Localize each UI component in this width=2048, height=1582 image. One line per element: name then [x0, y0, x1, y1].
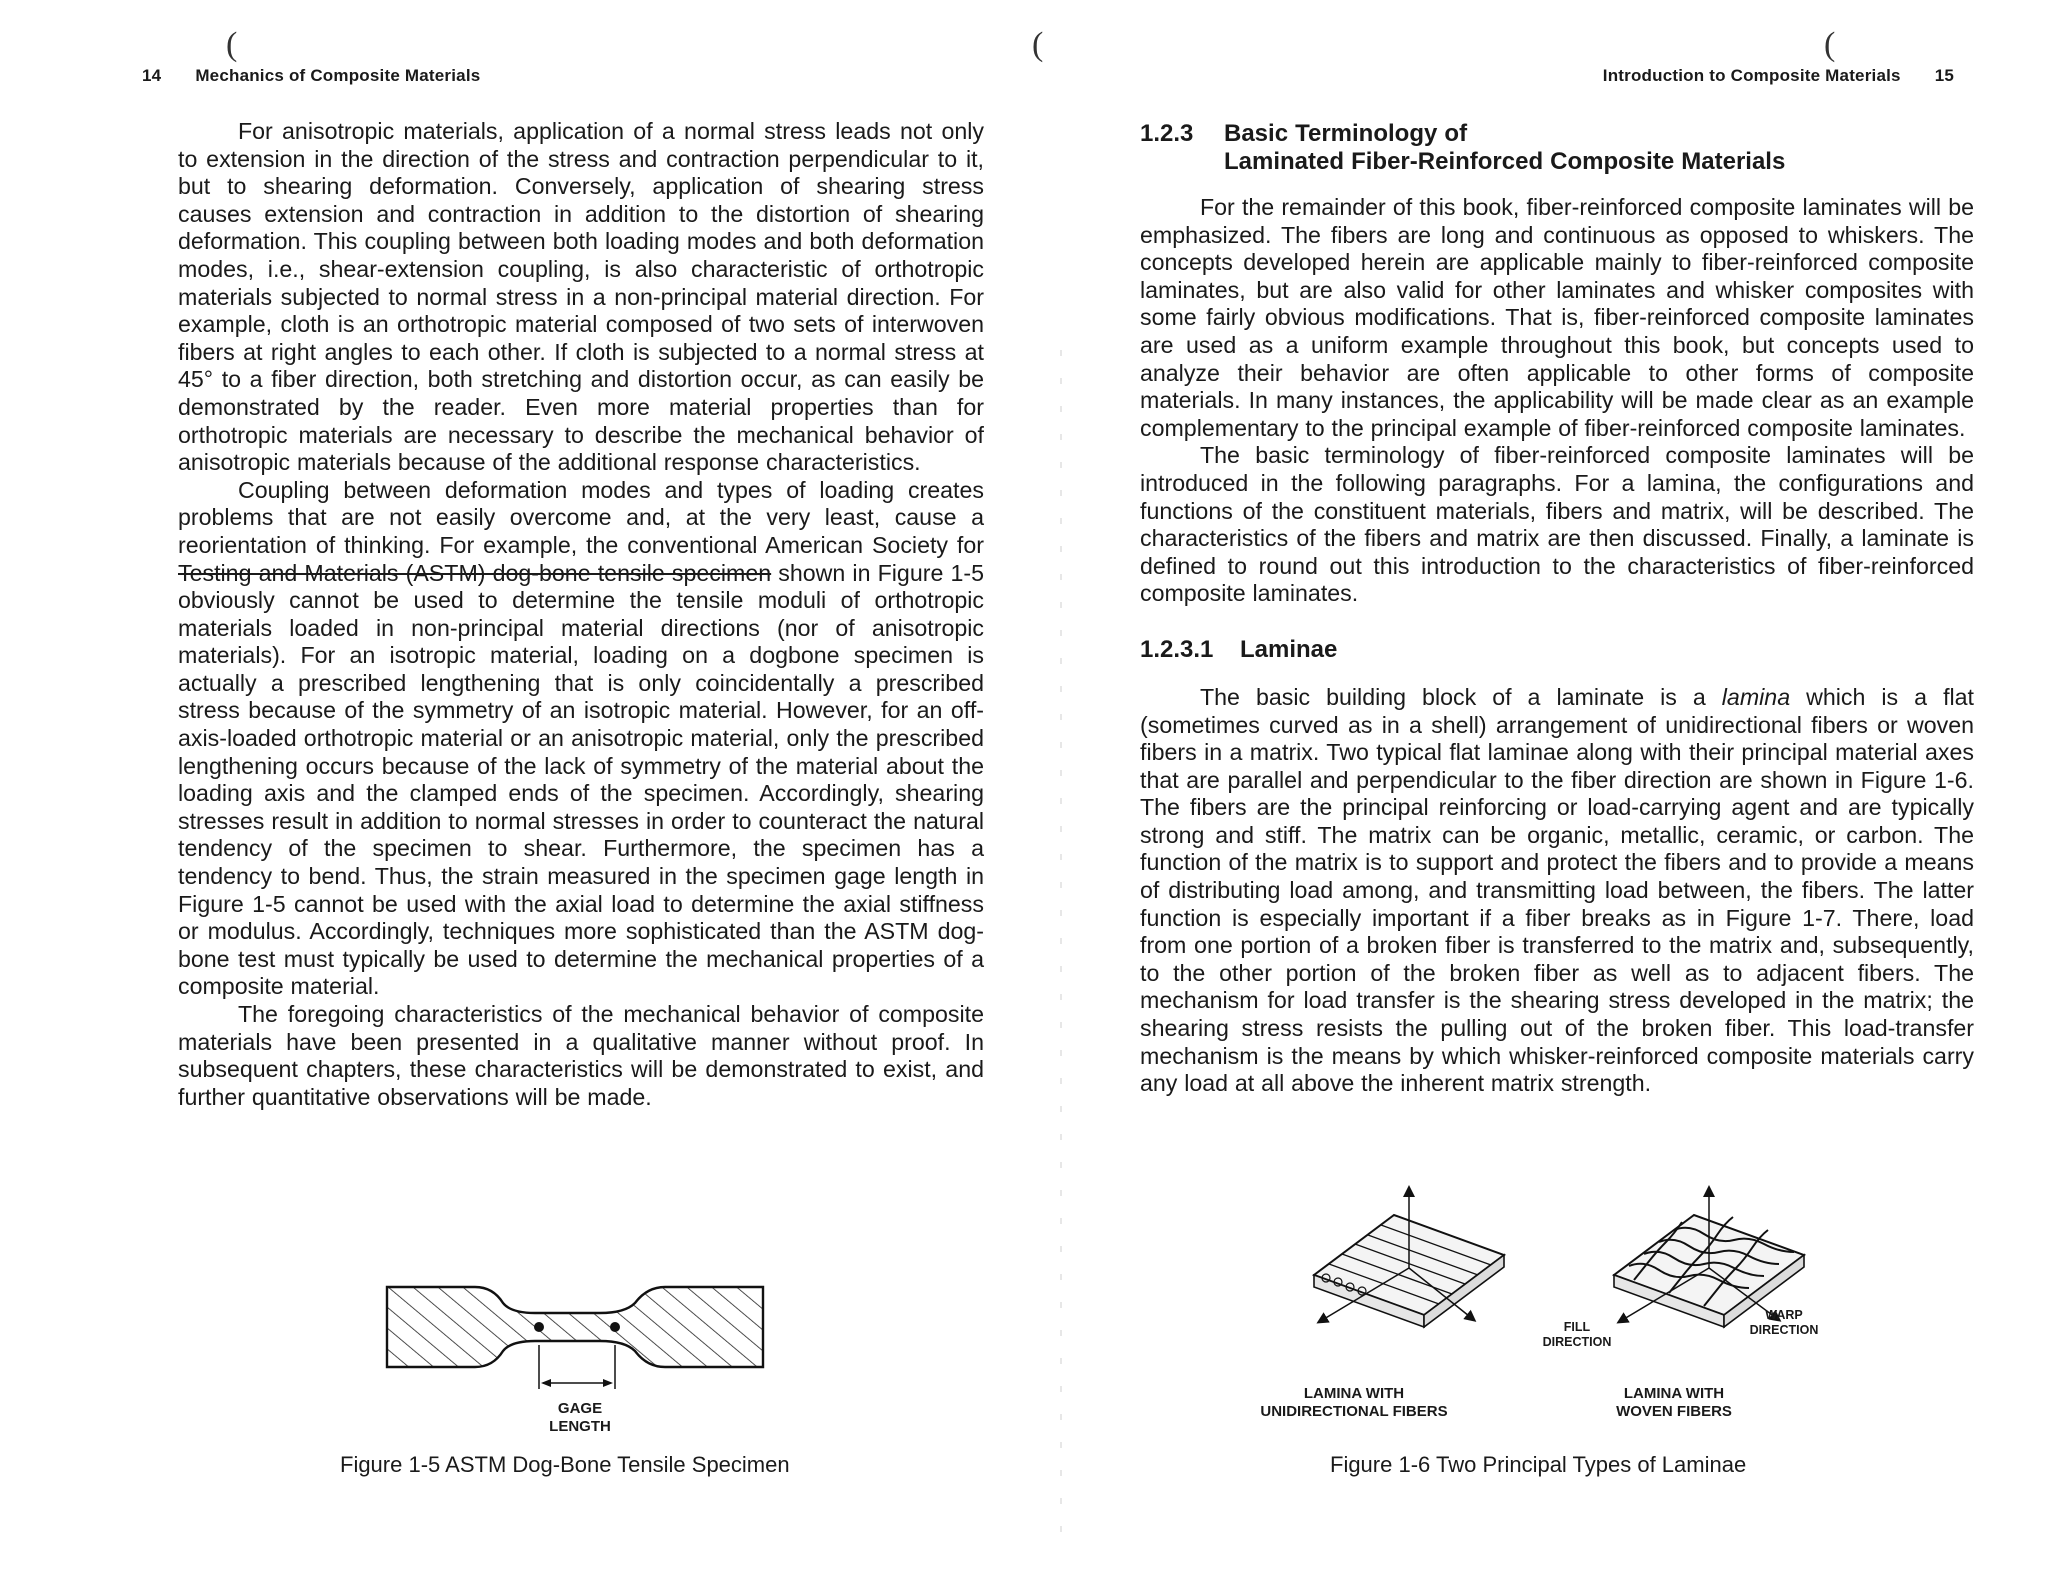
- fill-label-line2: DIRECTION: [1542, 1335, 1612, 1349]
- gage-label-line1: GAGE: [557, 1400, 603, 1417]
- subsection-number: 1.2.3.1: [1140, 635, 1214, 663]
- paragraph-laminae-start: The basic building block of a laminate is a: [1200, 683, 1722, 710]
- left-body-text: [178, 118, 984, 1111]
- section-heading: [1140, 120, 1974, 176]
- left-running-head: [142, 66, 480, 86]
- subsection-heading: [1140, 636, 1974, 664]
- warp-label-line1: WARP: [1765, 1308, 1803, 1322]
- paragraph-laminae-rest: which is a flat (sometimes curved as in a shell) arrangement of unidirectional fibers or woven fibers in a matrix. Two typical flat laminae along with their principal material axes that are parallel and perpendicular to the fiber direction are shown in Figure 1-6. The fibers are the principal reinforcing or load-carrying agent and are typically strong and stiff. The matrix can be organic, metallic, ceramic, or carbon. The function of the matrix is to support and protect the fibers and to provide a means of distributing load among, and transmitting load between, the fibers. The latter function is especially important if a fiber breaks as in Figure 1-7. There, load from one portion of a broken fiber is transferred to the matrix and, subsequently, to the other portion of the broken fiber as well as to adjacent fibers. The mechanism for load transfer is the shearing stress developed in the matrix; the shearing stress resists the pulling out of the broken fiber. This load-transfer mechanism is the means by which whisker-reinforced composite materials carry any load at all above the inherent matrix strength.: [1140, 683, 1974, 1097]
- paragraph-coupling-start: Coupling between deformation modes and types of loading creates problems that are not easily overcome and, at the very least, cause a reorientation of thinking. For example, the conventional American Society for: [178, 476, 984, 558]
- unidirectional-lamina-label: [1244, 1385, 1464, 1421]
- right-running-title: Introduction to Composite Materials: [1602, 66, 1901, 85]
- left-running-title: Mechanics of Composite Materials: [195, 66, 481, 85]
- fill-direction-label: [1532, 1320, 1622, 1350]
- section-number: 1.2.3: [1140, 120, 1194, 147]
- section-title-line1: Basic Terminology of: [1224, 120, 1468, 147]
- paragraph-coupling: [178, 477, 984, 1001]
- section-title-line2: Laminated Fiber-Reinforced Composite Materials: [1224, 148, 1786, 175]
- paragraph-remainder: For the remainder of this book, fiber-reinforced composite laminates will be emphasized. The fibers are long and continuous as opposed to whiskers. The concepts developed herein are applicable mainly to fiber-reinforced composite laminates, but are also valid for other laminates and whisker composites with some fairly obvious modifications. That is, fiber-reinforced composite laminates are used as a uniform example throughout this book, but concepts used to analyze their behavior are often applicable to other forms of composite materials. In many instances, the applicability will be made clear as an example complementary to the principal example of fiber-reinforced composite laminates.: [1140, 194, 1974, 441]
- warp-direction-label: [1734, 1308, 1834, 1338]
- woven-label-line2: WOVEN FIBERS: [1616, 1403, 1732, 1420]
- warp-label-line2: DIRECTION: [1749, 1323, 1819, 1337]
- gage-mark-right: [610, 1322, 620, 1332]
- dog-bone-hatch: [387, 1287, 763, 1367]
- woven-label-line1: LAMINA WITH: [1623, 1385, 1725, 1402]
- left-page-number: 14: [142, 66, 162, 85]
- paragraph-laminae: [1140, 684, 1974, 1098]
- fill-label-line1: FILL: [1563, 1320, 1591, 1334]
- woven-lamina-drawing: [1614, 1188, 1804, 1327]
- gage-length-label: [546, 1400, 614, 1436]
- uni-label-line2: UNIDIRECTIONAL FIBERS: [1260, 1403, 1448, 1420]
- gage-mark-left: [534, 1322, 544, 1332]
- figure-1-6-caption: Figure 1-6 Two Principal Types of Laminae: [1330, 1452, 1747, 1477]
- paragraph-terminology: The basic terminology of fiber-reinforced composite laminates will be introduced in the following paragraphs. For a lamina, the configurations and functions of the constituent materials, fibers and matrix, will be described. The characteristics of the fibers and matrix are then discussed. Finally, a laminate is defined to round out this introduction to the characteristics of fiber-reinforced composite laminates.: [1140, 442, 1974, 607]
- right-running-head: [1603, 66, 1954, 86]
- struck-text: Testing and Materials (ASTM) dog-bone tensile specimen: [178, 559, 772, 586]
- scan-mark-center: (: [1032, 26, 1044, 63]
- paragraph-anisotropic: For anisotropic materials, application of a normal stress leads not only to extension in the direction of the stress and contraction perpendicular to it, but to shearing deformation. Conversely, application of shearing stress causes extension and contraction in addition to the distortion of shearing deformation. This coupling between both loading modes and both deformation modes, i.e., shear-extension coupling, is also characteristic of orthotropic materials subjected to normal stress in a non-principal material direction. For example, cloth is an orthotropic material composed of two sets of interwoven fibers at right angles to each other. If cloth is subjected to a normal stress at 45° to a fiber direction, both stretching and distortion occur, as can easily be demonstrated by the reader. Even more material properties than for orthotropic materials are necessary to describe the mechanical behavior of anisotropic materials because of the additional response characteristics.: [178, 118, 984, 476]
- unidirectional-lamina-drawing: [1314, 1188, 1504, 1327]
- paragraph-foregoing: The foregoing characteristics of the mechanical behavior of composite materials have been presented in a qualitative manner without proof. In subsequent chapters, these characteristics will be demonstrated to exist, and further quantitative observations will be made.: [178, 1001, 984, 1110]
- section-title: [1224, 120, 1785, 176]
- gage-label-line2: LENGTH: [549, 1418, 611, 1435]
- right-page: [1024, 0, 2048, 1582]
- paragraph-coupling-rest: shown in Figure 1-5 obviously cannot be used to determine the tensile moduli of orthotropic materials loaded in non-principal material directions (nor of anisotropic materials). For an isotropic material, loading on a dogbone specimen is actually a prescribed lengthening that is only coincidentally a prescribed stress because of the symmetry of an isotropic material. However, for an off-axis-loaded orthotropic material or an anisotropic material, only the prescribed lengthening occurs because of the lack of symmetry of the material about the loading axis and the clamped ends of the specimen. Accordingly, shearing stresses result in addition to normal stresses in order to counteract the natural tendency of the specimen to shear. Furthermore, the specimen has a tendency to bend. Thus, the strain measured in the specimen gage length in Figure 1-5 cannot be used with the axial load to determine the axial stiffness or modulus. Accordingly, techniques more sophisticated than the ASTM dog-bone test must typically be used to determine the mechanical properties of a composite material.: [178, 559, 984, 1000]
- right-body-text: [1140, 120, 1974, 1098]
- scan-mark: (: [226, 26, 238, 63]
- woven-lamina-label: [1594, 1385, 1754, 1421]
- right-page-number: 15: [1934, 66, 1954, 85]
- dog-bone-specimen-figure: [385, 1285, 765, 1395]
- scan-mark-right: (: [1824, 26, 1836, 63]
- uni-label-line1: LAMINA WITH: [1303, 1385, 1405, 1402]
- subsection-title: Laminae: [1240, 635, 1338, 663]
- figure-1-5-caption: Figure 1-5 ASTM Dog-Bone Tensile Specimen: [340, 1452, 790, 1477]
- lamina-term: lamina: [1721, 683, 1791, 710]
